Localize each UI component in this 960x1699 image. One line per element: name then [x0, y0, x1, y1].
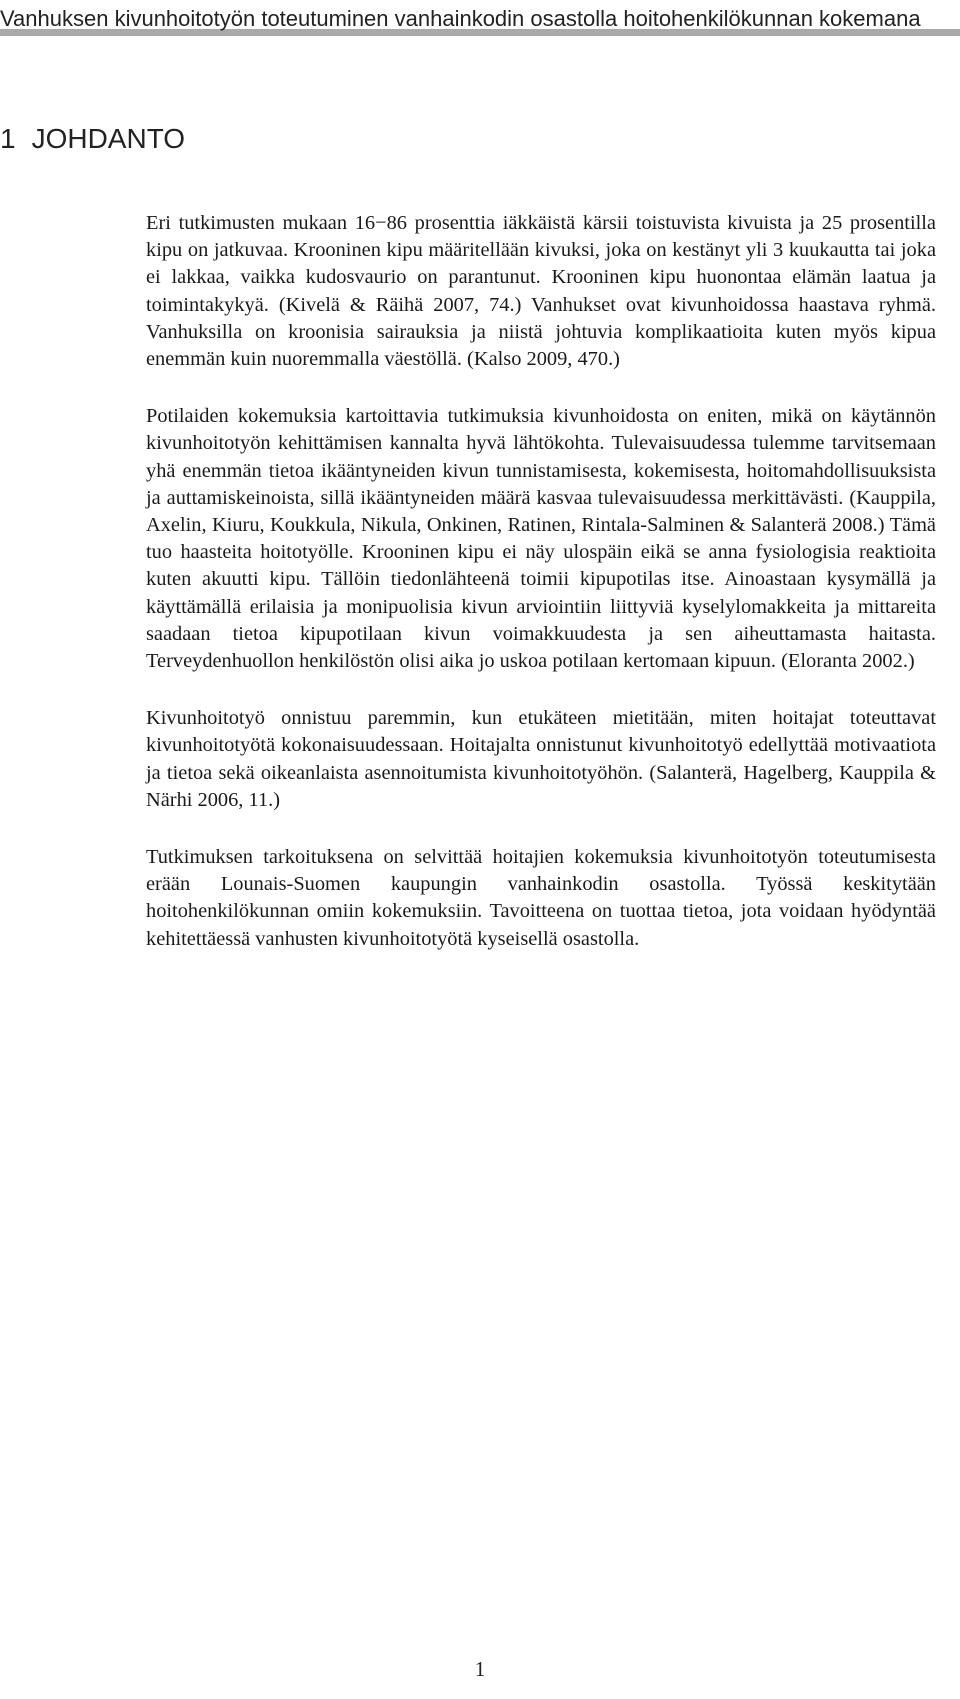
chapter-title: JOHDANTO	[31, 123, 186, 154]
page-number: 1	[474, 1657, 486, 1681]
paragraph-1: Eri tutkimusten mukaan 16−86 prosenttia iäkkäistä kärsii toistuvista kivuista ja 25 prosentilla kipu on jatkuvaa. Krooninen kipu määritellään kivuksi, joka on kestänyt yli 3 kuukautta tai joka ei lakkaa, vaikka kudosvaurio on parantunut. Krooninen kipu huonontaa elämän laatua ja toimintakykyä. (Kivelä & Räihä 2007, 74.) Vanhukset ovat kivunhoidossa haastava ryhmä. Vanhuksilla on kroonisia sairauksia ja niistä johtuvia komplikaatioita kuten myös kipua enemmän kuin nuoremmalla väestöllä. (Kalso 2009, 470.)	[146, 212, 936, 371]
paragraph-4: Tutkimuksen tarkoituksena on selvittää hoitajien kokemuksia kivunhoitotyön toteutumisesta erään Lounais-Suomen kaupungin vanhainkodin osastolla. Työssä keskitytään hoitohenkilökunnan omiin kokemuksiin. Tavoitteena on tuottaa tietoa, jota voidaan hyödyntää kehitettäessä vanhusten kivunhoitotyötä kyseisellä osastolla.	[146, 846, 936, 950]
running-header-title: Vanhuksen kivunhoitotyön toteutuminen vanhainkodin osastolla hoitohenkilökunnan kokemana	[0, 6, 921, 31]
paragraph-2: Potilaiden kokemuksia kartoittavia tutkimuksia kivunhoidosta on eniten, mikä on käytännön kivunhoitotyön kehittämisen kannalta hyvä lähtökohta. Tulevaisuudessa tulemme tarvitsemaan yhä enemmän tietoa ikääntyneiden kivun tunnistamisesta, kokemisesta, hoitomahdollisuuksista ja auttamiskeinoista, sillä ikääntyneiden määrä kasvaa tulevaisuudessa merkittävästi. (Kauppila, Axelin, Kiuru, Koukkula, Nikula, Onkinen, Ratinen, Rintala-Salminen & Salanterä 2008.) Tämä tuo haasteita hoitotyölle. Krooninen kipu ei näy ulospäin eikä se anna fysiologisia reaktioita kuten akuutti kipu. Tällöin tiedonlähteenä toimii kipupotilas itse. Ainoastaan kysymällä ja käyttämällä erilaisia ja monipuolisia kivun arviointiin liittyviä kyselylomakkeita ja mittareita saadaan tietoa kipupotilaan kivun voimakkuudesta ja sen aiheuttamasta haitasta. Terveydenhuollon henkilöstön olisi aika jo uskoa potilaan kertomaan kipuun. (Eloranta 2002.)	[146, 405, 936, 673]
paragraph-3: Kivunhoitotyö onnistuu paremmin, kun etukäteen mietitään, miten hoitajat toteuttavat kivunhoitotyötä kokonaisuudessaan. Hoitajalta onnistunut kivunhoitotyö edellyttää motivaatiota ja tietoa sekä oikeanlaista asennoitumista kivunhoitotyöhön. (Salanterä, Hagelberg, Kauppila & Närhi 2006, 11.)	[146, 707, 936, 811]
chapter-number: 1	[0, 123, 16, 154]
running-header	[0, 4, 960, 33]
chapter-heading	[0, 122, 185, 156]
body-text	[146, 210, 936, 983]
